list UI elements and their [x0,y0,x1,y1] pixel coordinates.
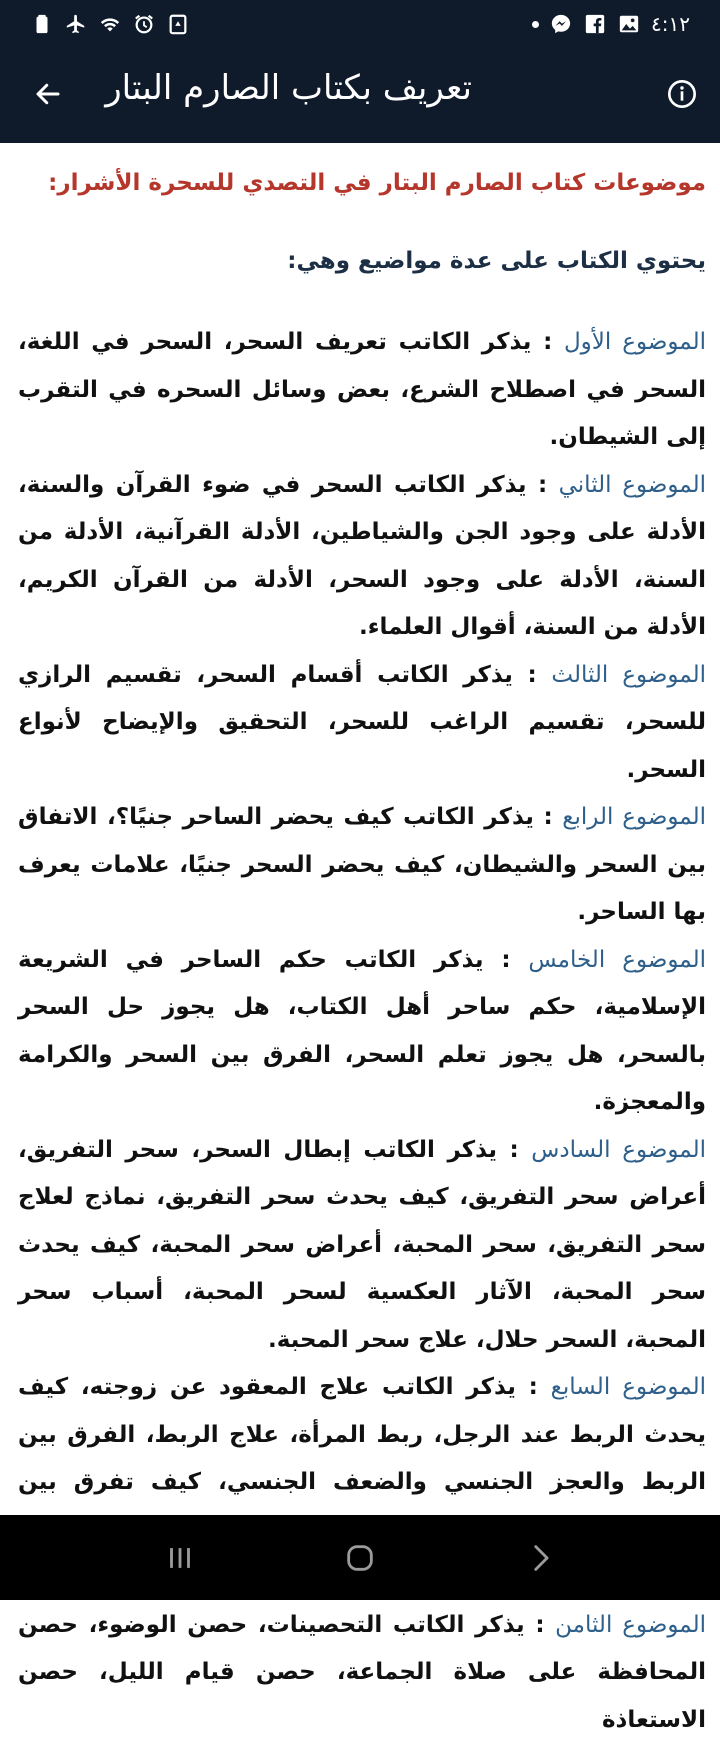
topic-text: : يذكر الكاتب علاج المعقود عن زوجته، كيف يحدث الربط عند الرجل، ربط المرأة، علاج الربط، الفرق بين الربط والعجز الجنسي والضعف الجنسي، كيف تفرق بين [18,1374,706,1590]
topic-label: الموضوع الخامس [528,947,706,973]
status-right-icons [532,12,690,36]
arrow-back-icon [33,79,63,109]
topic-text: : يذكر الكاتب السحر في ضوء القرآن والسنة، الأدلة على وجود الجن والشياطين، الأدلة القرآنية، الأدلة من السنة، الأدلة على وجود السحر، الأدلة من القرآن الكريم، الأدلة من السنة، أقوال العلماء. [18,472,706,641]
topic-label: الموضوع الثامن [555,1612,706,1638]
topic-label: الموضوع السابع [551,1374,706,1400]
status-time: ٤:١٢ [651,12,690,36]
topic-paragraph [18,319,706,462]
section-title: موضوعات كتاب الصارم البتار في التصدي للسحرة الأشرار: [18,163,706,203]
wifi-icon [98,12,122,36]
system-nav-bar [0,1515,720,1600]
topic-text: : يذكر الكاتب أقسام السحر، تقسيم الرازي للسحر، تقسيم الراغب للسحر، التحقيق والإيضاح لأنواع السحر. [18,662,706,783]
topic-label: الموضوع الرابع [562,804,706,830]
recent-apps-icon [163,1541,197,1575]
topic-paragraph [18,652,706,795]
back-button[interactable] [30,76,66,112]
topic-paragraph [18,1127,706,1365]
home-icon [343,1541,377,1575]
topic-label: الموضوع الثاني [559,472,706,498]
intro-text: يحتوي الكتاب على عدة مواضيع وهي: [18,241,706,281]
topic-paragraph [18,462,706,652]
status-left-icons [30,12,190,36]
alarm-icon [132,12,156,36]
topic-text: : يذكر الكاتب التحصينات، حصن الوضوء، حصن المحافظة على صلاة الجماعة، حصن قيام الليل، حصن الاستعاذة [18,1612,706,1733]
battery-icon [30,12,54,36]
page-title: تعريف بكتاب الصارم البتار [105,68,472,108]
topic-text: : يذكر الكاتب إبطال السحر، سحر التفريق، أعراض سحر التفريق، كيف يحدث سحر التفريق، نماذج لعلاج سحر التفريق، سحر المحبة، أعراض سحر المحبة، كيف يحدث سحر المحبة، الآثار العكسية لسحر المحبة، أسباب سحر المحبة، السحر حلال، علاج سحر المحبة. [18,1137,706,1353]
topic-label: الموضوع الأول [564,329,706,355]
topic-paragraph [18,937,706,1127]
home-button[interactable] [330,1528,390,1588]
airplane-icon [64,12,88,36]
recycle-icon [166,12,190,36]
info-button[interactable] [664,76,700,112]
app-bar [0,48,720,143]
topic-text: : يذكر الكاتب تعريف السحر، السحر في اللغة، السحر في اصطلاح الشرع، بعض وسائل السحره في التقرب إلى الشيطان. [18,329,706,450]
topic-paragraph [18,1602,706,1744]
topic-label: الموضوع السادس [531,1137,706,1163]
topic-text: : يذكر الكاتب حكم الساحر في الشريعة الإسلامية، حكم ساحر أهل الكتاب، هل يجوز حل السحر بالسحر، هل يجوز تعلم السحر، الفرق بين السحر والكرامة والمعجزة. [18,947,706,1116]
info-icon [666,78,698,110]
facebook-icon [583,12,607,36]
nav-back-button[interactable] [510,1528,570,1588]
status-bar [0,0,720,48]
messenger-icon [549,12,573,36]
article-content[interactable] [0,143,720,1515]
recent-apps-button[interactable] [150,1528,210,1588]
topic-paragraph [18,794,706,937]
notification-dot [532,21,539,28]
topic-label: الموضوع الثالث [551,662,706,688]
gallery-icon [617,12,641,36]
back-icon [523,1541,557,1575]
topic-text: : يذكر الكاتب كيف يحضر الساحر جنيًا؟، الاتفاق بين السحر والشيطان، كيف يحضر السحر جنيًا، علامات يعرف بها الساحر. [18,804,706,925]
